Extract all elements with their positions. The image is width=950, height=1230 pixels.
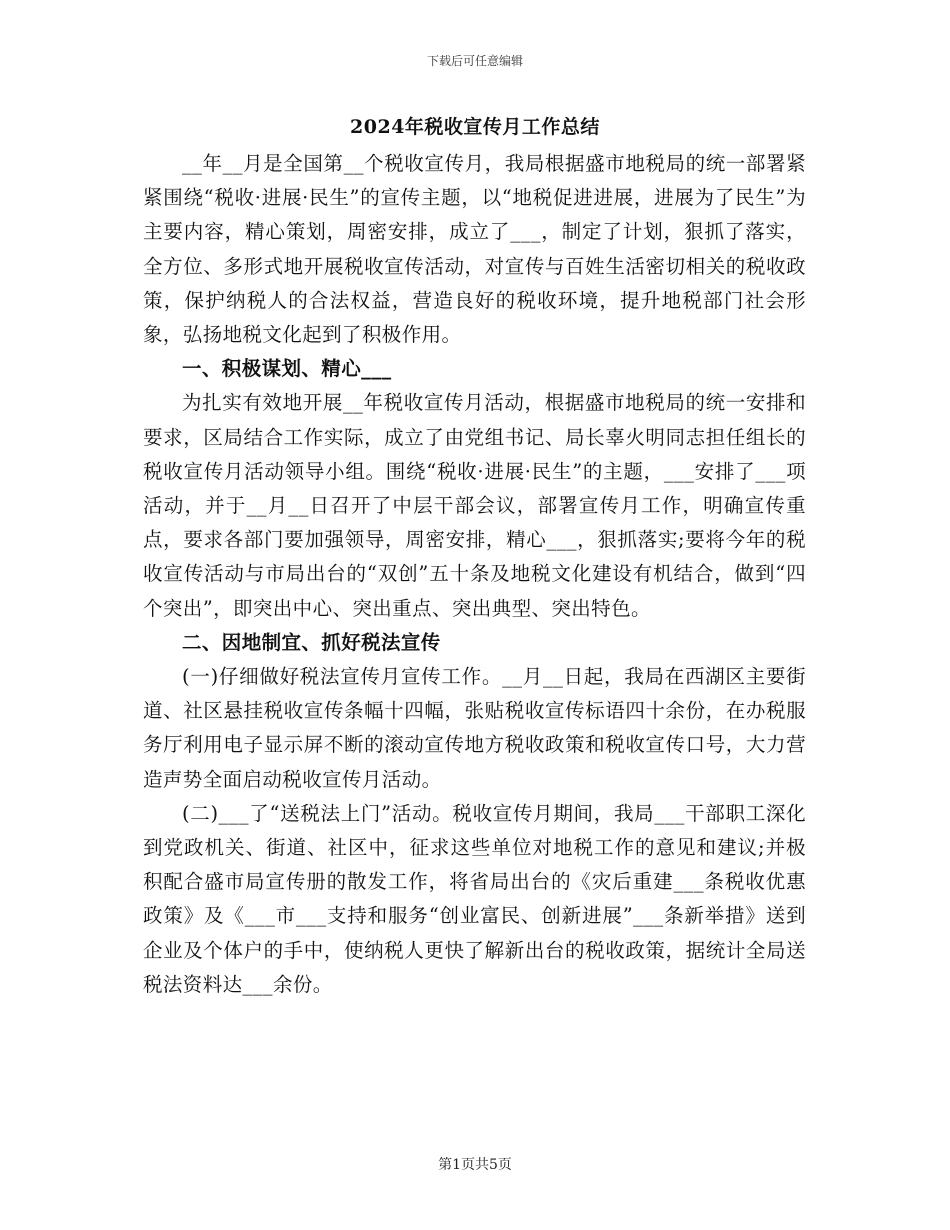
document-body — [143, 147, 806, 1002]
intro-paragraph: __年__月是全国第__个税收宣传月，我局根据盛市地税局的统一部署紧紧围绕“税收·进展·民生”的宣传主题，以“地税促进进展，进展为了民生”为主要内容，精心策划，周密安排，成立了___，制定了计划，狠抓了落实，全方位、多形式地开展税收宣传活动，对宣传与百姓生活密切相关的税收政策，保护纳税人的合法权益，营造良好的税收环境，提升地税部门社会形象，弘扬地税文化起到了积极作用。 — [143, 152, 806, 347]
page-number-footer: 第1页共5页 — [438, 1157, 512, 1173]
document-title: 2024年税收宣传月工作总结 — [350, 116, 600, 138]
section-1-paragraph: 为扎实有效地开展__年税收宣传月活动，根据盛市地税局的统一安排和要求，区局结合工作实际，成立了由党组书记、局长辜火明同志担任组长的税收宣传月活动领导小组。围绕“税收·进展·民生”的主题，___安排了___项活动，并于__月__日召开了中层干部会议，部署宣传月工作，明确宣传重点，要求各部门要加强领导，周密安排，精心___，狠抓落实;要将今年的税收宣传活动与市局出台的“双创”五十条及地税文化建设有机结合，做到“四个突出”，即突出中心、突出重点、突出典型、突出特色。 — [143, 391, 806, 620]
section-heading-2: 二、因地制宜、抓好税法宣传 — [182, 630, 441, 654]
section-2-item-1-paragraph: (一)仔细做好税法宣传月宣传工作。__月__日起，我局在西湖区主要街道、社区悬挂税收宣传条幅十四幅，张贴税收宣传标语四十余份，在办税服务厅利用电子显示屏不断的滚动宣传地方税收政策和税收宣传口号，大力营造声势全面启动税收宣传月活动。 — [143, 665, 806, 791]
page-header-note: 下载后可任意编辑 — [426, 54, 523, 68]
section-2-item-2-paragraph: (二)___了“送税法上门”活动。税收宣传月期间，我局___干部职工深化到党政机关、街道、社区中，征求这些单位对地税工作的意见和建议;并极积配合盛市局宣传册的散发工作，将省局出台的《灾后重建___条税收优惠政策》及《___市___支持和服务“创业富民、创新进展”___条新举措》送到企业及个体户的手中，使纳税人更快了解新出台的税收政策，据统计全局送税法资料达___余份。 — [143, 801, 806, 996]
section-heading-1: 一、积极谋划、精心___ — [182, 357, 392, 381]
